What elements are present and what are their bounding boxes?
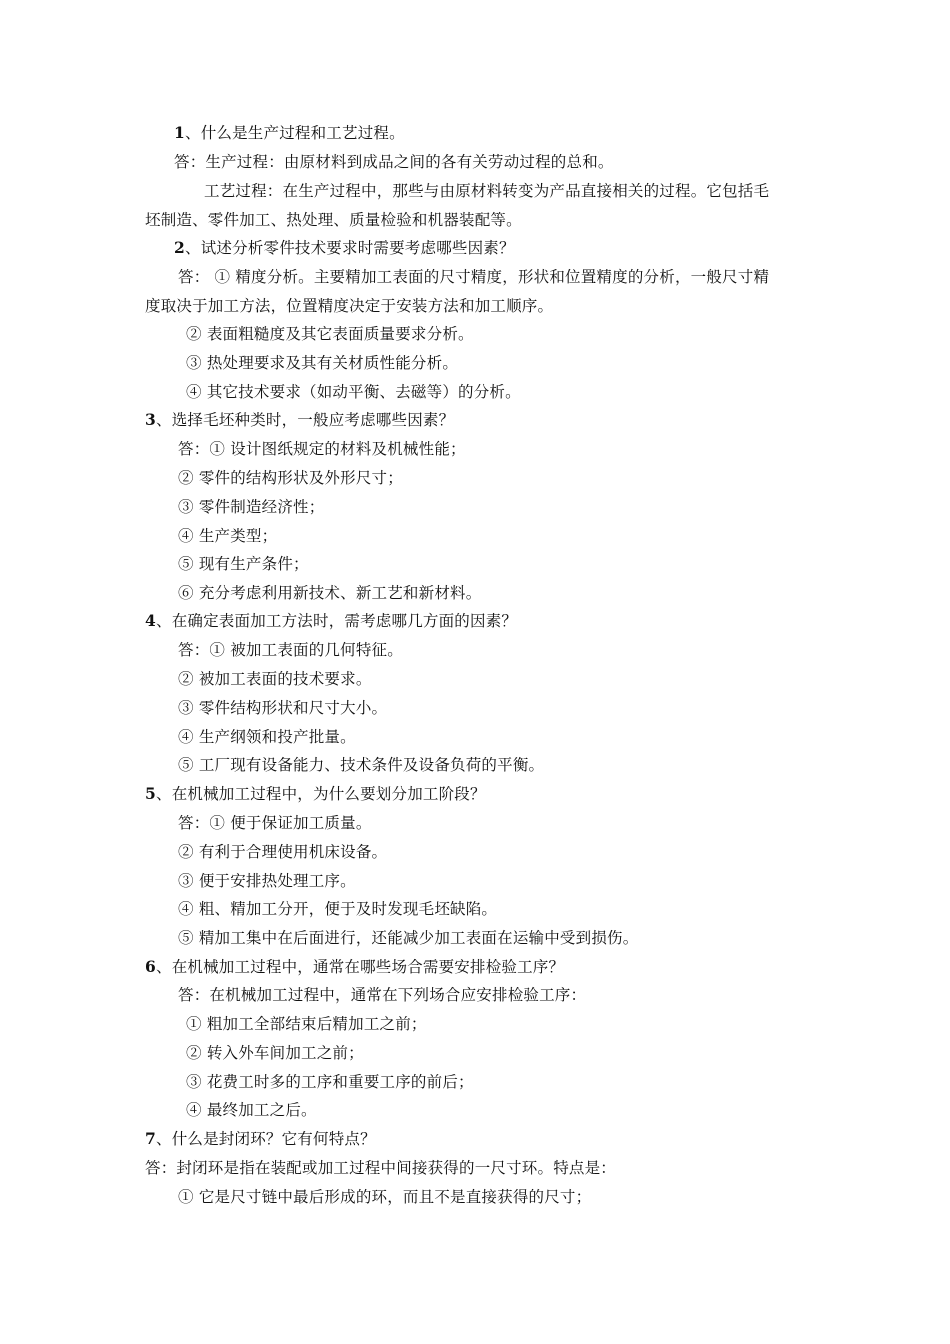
answer-line: ⑤ 现有生产条件； <box>178 555 309 573</box>
answer-line: ② 有利于合理使用机床设备。 <box>178 843 388 861</box>
answer-line: ④ 生产类型； <box>178 527 278 545</box>
question-text: 、什么是生产过程和工艺过程。 <box>185 124 405 142</box>
question-4-title <box>145 611 517 631</box>
question-6-title <box>145 957 564 977</box>
answer-line: 答：在机械加工过程中，通常在下列场合应安排检验工序： <box>178 986 587 1004</box>
question-1-title <box>174 123 405 143</box>
question-7-title <box>145 1129 376 1149</box>
answer-line: ① 它是尺寸链中最后形成的环，而且不是直接获得的尺寸； <box>178 1188 592 1206</box>
question-number: 4 <box>145 611 156 630</box>
answer-line: ③ 热处理要求及其有关材质性能分析。 <box>186 354 459 372</box>
answer-line: ② 转入外车间加工之前； <box>186 1044 364 1062</box>
answer-line: ② 表面粗糙度及其它表面质量要求分析。 <box>186 325 474 343</box>
answer-line: 工艺过程：在生产过程中，那些与由原材料转变为产品直接相关的过程。它包括毛 <box>204 182 770 200</box>
answer-line: 答：生产过程：由原材料到成品之间的各有关劳动过程的总和。 <box>174 153 614 171</box>
answer-line: ② 被加工表面的技术要求。 <box>178 670 372 688</box>
question-text: 、在机械加工过程中，通常在哪些场合需要安排检验工序？ <box>156 958 565 976</box>
answer-line: 坯制造、零件加工、热处理、质量检验和机器装配等。 <box>145 211 522 229</box>
question-number: 5 <box>145 784 156 803</box>
question-number: 7 <box>145 1129 156 1148</box>
question-5-title <box>145 784 486 804</box>
answer-line: ③ 便于安排热处理工序。 <box>178 872 356 890</box>
answer-line: 答： ① 精度分析。主要精加工表面的尺寸精度，形状和位置精度的分析，一般尺寸精 <box>178 268 770 286</box>
answer-line: ③ 零件结构形状和尺寸大小。 <box>178 699 388 717</box>
question-number: 3 <box>145 410 156 429</box>
answer-line: ④ 粗、精加工分开，便于及时发现毛坯缺陷。 <box>178 900 498 918</box>
answer-line: 答：① 设计图纸规定的材料及机械性能； <box>178 440 466 458</box>
question-text: 、在机械加工过程中，为什么要划分加工阶段？ <box>156 785 486 803</box>
question-text: 、选择毛坯种类时，一般应考虑哪些因素？ <box>156 411 455 429</box>
question-text: 、试述分析零件技术要求时需要考虑哪些因素？ <box>185 239 515 257</box>
answer-line: ③ 花费工时多的工序和重要工序的前后； <box>186 1073 474 1091</box>
answer-line: 答：① 便于保证加工质量。 <box>178 814 372 832</box>
answer-line: 度取决于加工方法，位置精度决定于安装方法和加工顺序。 <box>145 297 554 315</box>
answer-line: 答：① 被加工表面的几何特征。 <box>178 641 403 659</box>
answer-line: ① 粗加工全部结束后精加工之前； <box>186 1015 427 1033</box>
question-number: 6 <box>145 957 156 976</box>
question-number: 1 <box>174 123 185 142</box>
answer-line: ④ 最终加工之后。 <box>186 1101 317 1119</box>
question-2-title <box>174 238 515 258</box>
question-text: 、什么是封闭环？它有何特点？ <box>156 1130 376 1148</box>
question-number: 2 <box>174 238 185 257</box>
answer-line: ③ 零件制造经济性； <box>178 498 325 516</box>
question-text: 、在确定表面加工方法时，需考虑哪几方面的因素？ <box>156 612 518 630</box>
answer-line: ② 零件的结构形状及外形尺寸； <box>178 469 403 487</box>
question-3-title <box>145 410 454 430</box>
answer-line: ⑥ 充分考虑利用新技术、新工艺和新材料。 <box>178 584 482 602</box>
answer-line: ④ 其它技术要求（如动平衡、去磁等）的分析。 <box>186 383 521 401</box>
answer-line: ⑤ 工厂现有设备能力、技术条件及设备负荷的平衡。 <box>178 756 545 774</box>
answer-line: ⑤ 精加工集中在后面进行，还能减少加工表面在运输中受到损伤。 <box>178 929 639 947</box>
answer-line: 答：封闭环是指在装配或加工过程中间接获得的一尺寸环。特点是： <box>145 1159 617 1177</box>
answer-line: ④ 生产纲领和投产批量。 <box>178 728 356 746</box>
